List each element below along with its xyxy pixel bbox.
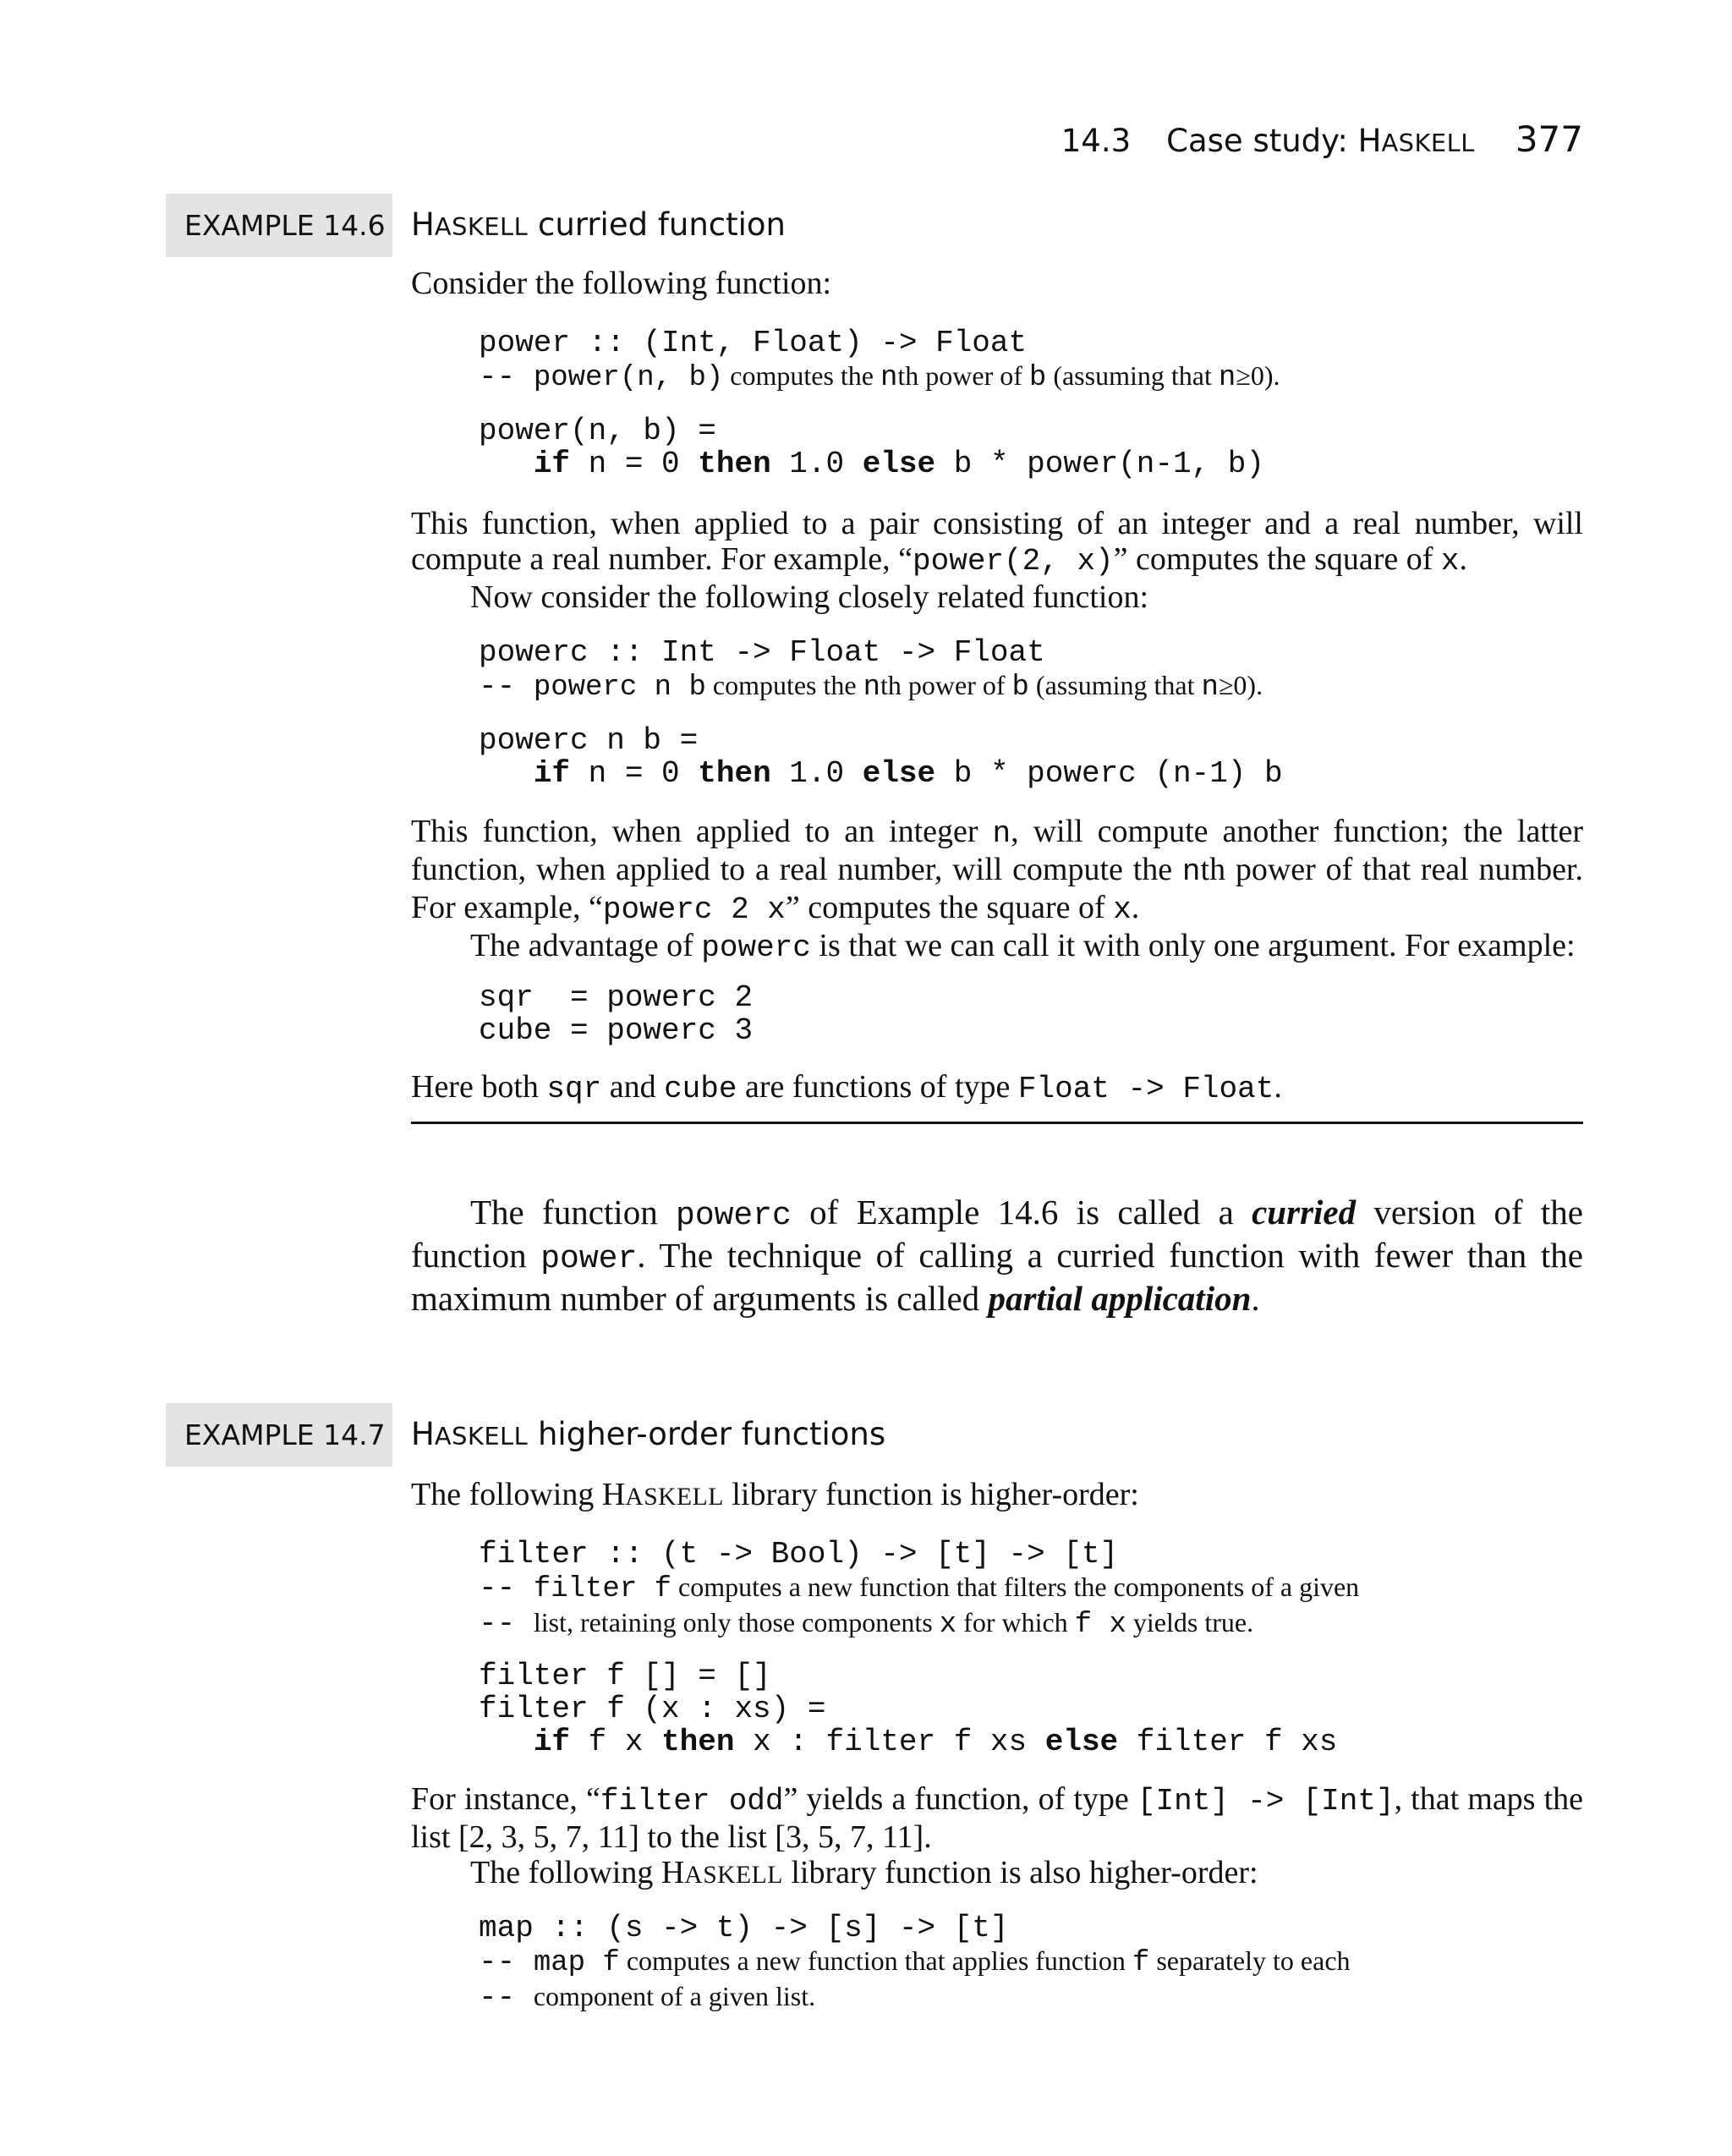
- example-14-7-label: EXAMPLE 14.7: [166, 1403, 392, 1467]
- code-filter-signature: filter :: (t -> Bool) -> [t] -> [t] -- filter f computes a new function that filters the components of a given -- list, retaining only those components x for which f x yields true.: [479, 1537, 1360, 1641]
- code-comment: power(n, b) computes the nth power of b (assuming that n≥0).: [533, 360, 1280, 394]
- section-number: 14.3: [1061, 123, 1132, 159]
- example-end-rule: [411, 1122, 1583, 1124]
- code-filter-definition: filter f [] = [] filter f (x : xs) = if f x then x : filter f xs else filter f xs: [479, 1659, 1338, 1759]
- example-14-7-intro: The following HASKELL library function is higher-order:: [411, 1477, 1139, 1512]
- example-14-7-title: HASKELL higher-order functions: [411, 1416, 886, 1452]
- code-comment: filter f computes a new function that filters the components of a given: [533, 1572, 1360, 1605]
- code-map-signature: map :: (s -> t) -> [s] -> [t] -- map f computes a new function that applies function f separately to each -- component of a given list.: [479, 1911, 1351, 2015]
- body-paragraph: The function powerc of Example 14.6 is called a curried version of the function power. The technique of calling a curried function with fewer than the maximum number of arguments is called partial application.: [411, 1193, 1583, 1318]
- example-14-6-para-2: This function, when applied to an integer n, will compute another function; the latter function, when applied to a real number, will compute the nth power of that real number. For example, “powerc 2 x” computes the square of x. The advantage of powerc is that we can call it with only one argument. For example:: [411, 814, 1583, 965]
- code-comment: powerc n b computes the nth power of b (assuming that n≥0).: [533, 670, 1263, 704]
- example-14-6-title: HASKELL curried function: [411, 206, 786, 243]
- example-14-6-para-1: This function, when applied to a pair consisting of an integer and a real number, will compute a real number. For example, “power(2, x)” computes the square of x. Now consider the following closely related function:: [411, 506, 1583, 615]
- example-14-6-para-3: Here both sqr and cube are functions of type Float -> Float.: [411, 1069, 1282, 1106]
- code-powerc-definition: powerc n b = if n = 0 then 1.0 else b * powerc (n-1) b: [479, 723, 1283, 791]
- section-title: Case study: HASKELL: [1166, 123, 1475, 159]
- code-powerc-signature: powerc :: Int -> Float -> Float -- powerc n b computes the nth power of b (assuming that n≥0).: [479, 635, 1263, 704]
- example-14-6-intro: Consider the following function:: [411, 266, 832, 301]
- code-comment: list, retaining only those components x for which f x yields true.: [533, 1607, 1254, 1641]
- code-comment: map f computes a new function that applies function f separately to each: [533, 1945, 1351, 1979]
- code-comment: component of a given list.: [533, 1981, 816, 2011]
- code-power-definition: power(n, b) = if n = 0 then 1.0 else b * power(n-1, b): [479, 414, 1265, 481]
- page-number: 377: [1515, 118, 1583, 160]
- example-14-7-para-1: For instance, “filter odd” yields a function, of type [Int] -> [Int], that maps the list [2, 3, 5, 7, 11] to the list [3, 5, 7, 11]. The following HASKELL library function is also higher-order:: [411, 1781, 1584, 1890]
- running-header: [1061, 118, 1583, 160]
- code-power-signature: power :: (Int, Float) -> Float -- power(n, b) computes the nth power of b (assuming that n≥0).: [479, 326, 1280, 394]
- example-14-6-label: EXAMPLE 14.6: [166, 194, 392, 257]
- code-sqr-cube: sqr = powerc 2 cube = powerc 3: [479, 980, 754, 1048]
